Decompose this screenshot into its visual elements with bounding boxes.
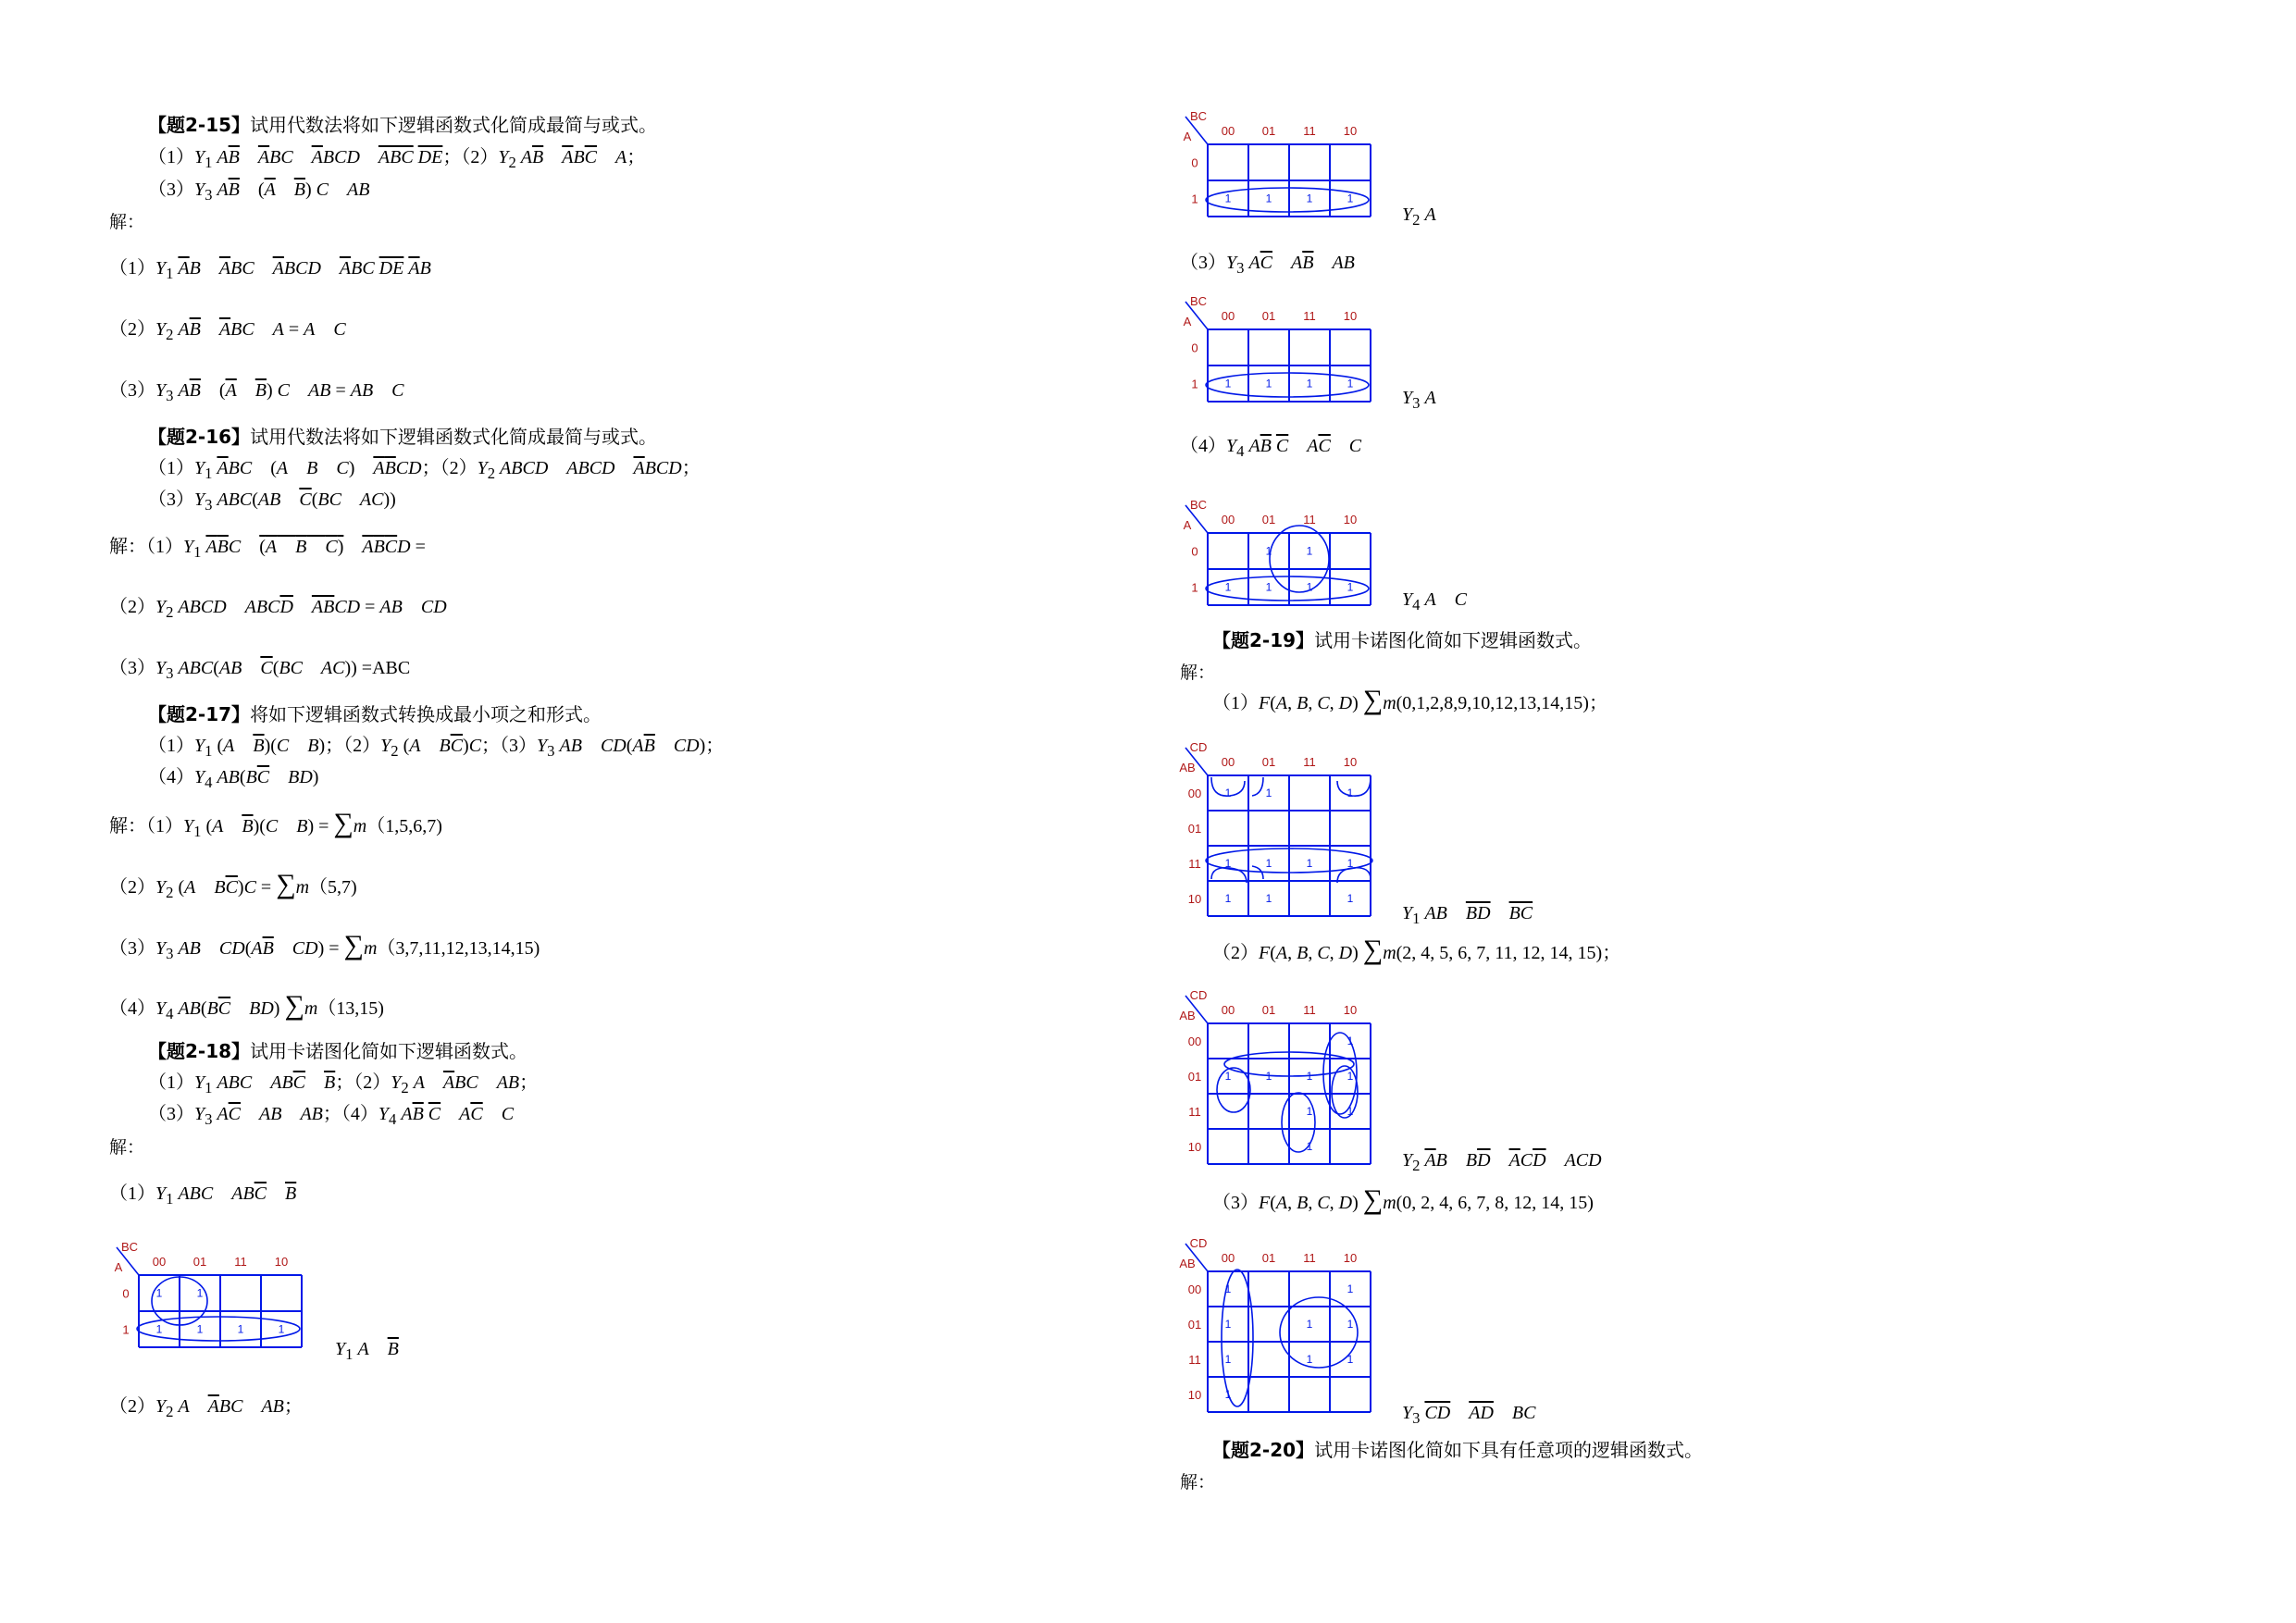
km19-1-one-3-0: 1 bbox=[1224, 892, 1232, 905]
left-line-11: 解：$(1)Y_1$ $\overline{A}\overline{B}C$ (A B C) $\overline{A}\overline{B}\overline{C}D$ = bbox=[109, 535, 426, 561]
km19-1-col-var: CD bbox=[1189, 740, 1208, 754]
km19-3-one-0-3: 1 bbox=[1347, 1282, 1354, 1295]
km19-1-one-2-3: 1 bbox=[1347, 857, 1354, 870]
km18-1-one-1-3: 1 bbox=[278, 1322, 285, 1336]
left-line-15: $(1)Y_1$ (A $\overline{B})(C$ B)；$(2)Y_2$ (A $B\overline{C})C$；$(3)Y_3$ AB $CD(A\overline{B}$ CD)； bbox=[148, 736, 725, 760]
left-line-13: $(3)Y_3$ ABC(AB $\overline{C}(BC$ AC)) =ABC bbox=[109, 658, 411, 682]
km19-1-row-var: AB bbox=[1179, 761, 1196, 774]
left-line-14: 【题2-17】将如下逻辑函数式转换成最小项之和形式。 bbox=[148, 703, 602, 725]
km18-1-col-01: 01 bbox=[192, 1255, 207, 1269]
km19-3-row-10: 10 bbox=[1187, 1388, 1202, 1402]
km19-1-one-2-2: 1 bbox=[1306, 857, 1313, 870]
km19-1-one-2-0: 1 bbox=[1224, 857, 1232, 870]
km18-2-one-1-0: 1 bbox=[1224, 192, 1232, 205]
km19-2-loop-1 bbox=[1217, 1068, 1250, 1112]
left-line-4: 解： bbox=[109, 212, 145, 232]
left-line-3: $(3)Y_3$ $A\overline{B}$ ($\overline{A}$ $\overline{B}$) C AB bbox=[148, 180, 370, 204]
km18-4-one-1-1: 1 bbox=[1265, 580, 1272, 594]
km19-3-one-2-3: 1 bbox=[1347, 1353, 1354, 1366]
left-line-5: $(1)Y_1$ $\overline{A}B$ $\overline{A}BC$ $\overline{A}BCD$ $\overline{A}BC$ $\overline{DE}$ $\overline{A}B$ bbox=[109, 258, 431, 282]
km18-1-col-10: 10 bbox=[274, 1255, 289, 1269]
km19-3-col-10: 10 bbox=[1343, 1251, 1358, 1265]
right-line-8: （1）F(A, B, C, D) ∑m(0,1,2,8,9,10,12,13,14,15)； bbox=[1212, 685, 1607, 715]
km18-2-col-10: 10 bbox=[1343, 124, 1358, 138]
km18-3-row-var: A bbox=[1183, 315, 1192, 328]
left-line-22: $(1)Y_1$ ABC $AB\overline{C}$ $\overline{B}$；$(2)Y_2$ A $\overline{A}BC$ AB； bbox=[148, 1072, 539, 1096]
km18-3-row-0: 0 bbox=[1191, 341, 1198, 355]
km18-4-col-var: BC bbox=[1189, 498, 1208, 512]
right-line-4: $(4)Y_4$ $A\overline{B}$ $\overline{C}$ $A\overline{C}$ C bbox=[1180, 436, 1362, 460]
km19-3-one-3-0: 1 bbox=[1224, 1388, 1232, 1401]
km19-2-row-00: 00 bbox=[1187, 1035, 1202, 1048]
km18-3-col-00: 00 bbox=[1221, 309, 1235, 323]
km18-3-one-1-2: 1 bbox=[1306, 377, 1313, 390]
km19-2-one-1-3: 1 bbox=[1347, 1070, 1354, 1083]
km19-3-one-1-0: 1 bbox=[1224, 1318, 1232, 1331]
km19-3-one-2-2: 1 bbox=[1306, 1353, 1313, 1366]
km18-1-one-0-0: 1 bbox=[155, 1286, 163, 1300]
km19-1-col-01: 01 bbox=[1261, 755, 1276, 769]
km19-1-one-3-1: 1 bbox=[1265, 892, 1272, 905]
km19-1-one-2-1: 1 bbox=[1265, 857, 1272, 870]
kmap-2-18-2 bbox=[1180, 109, 1411, 229]
km19-2-col-01: 01 bbox=[1261, 1003, 1276, 1017]
km19-1-wrap-arc-6 bbox=[1252, 866, 1263, 879]
km18-1-row-1: 1 bbox=[122, 1322, 130, 1337]
km19-3-row-00: 00 bbox=[1187, 1282, 1202, 1296]
km19-2-loop-4 bbox=[1332, 1066, 1358, 1118]
left-line-27: $(2)Y_2$ A $\overline{A}BC$ AB； bbox=[109, 1396, 303, 1420]
km18-2-one-1-1: 1 bbox=[1265, 192, 1272, 205]
km18-4-one-0-2: 1 bbox=[1306, 544, 1313, 558]
km19-2-one-2-2: 1 bbox=[1306, 1105, 1313, 1118]
km19-3-one-2-0: 1 bbox=[1224, 1353, 1232, 1366]
left-line-7: $(3)Y_3$ $A\overline{B}$ ($\overline{A}$ $\overline{B}$) C AB = AB C bbox=[109, 380, 404, 404]
right-line-10: （2）F(A, B, C, D) ∑m(2, 4, 5, 6, 7, 11, 12, 14, 15)； bbox=[1212, 935, 1621, 965]
km19-3-col-var: CD bbox=[1189, 1236, 1208, 1250]
km18-2-row-var: A bbox=[1183, 130, 1192, 143]
km18-4-col-11: 11 bbox=[1303, 513, 1316, 527]
km18-2-col-var: BC bbox=[1189, 109, 1208, 123]
right-line-15: 解： bbox=[1180, 1472, 1216, 1493]
km18-1-col-11: 11 bbox=[234, 1255, 247, 1269]
km18-4-one-1-3: 1 bbox=[1347, 580, 1354, 594]
km18-3-row-1: 1 bbox=[1191, 377, 1198, 391]
km19-2-col-10: 10 bbox=[1343, 1003, 1358, 1017]
km19-3-col-11: 11 bbox=[1303, 1251, 1316, 1265]
left-line-9: $(1)Y_1$ $\overline{A}BC$ (A B C) $\overline{A}\overline{B}CD$；$(2)Y_2$ ABCD ABCD $\overline{A}BCD$； bbox=[148, 458, 701, 482]
km18-4-row-1: 1 bbox=[1191, 580, 1198, 595]
left-line-24: 解： bbox=[109, 1137, 145, 1158]
km19-1-one-0-1: 1 bbox=[1265, 787, 1272, 799]
right-line-1: $Y_2$ A bbox=[1402, 204, 1436, 229]
km19-3-row-var: AB bbox=[1179, 1257, 1196, 1270]
left-line-17: 解：$(1)Y_1$ (A $\overline{B})(C$ B) = ∑m（1,5,6,7) bbox=[109, 808, 442, 840]
left-line-21: 【题2-18】试用卡诺图化简如下逻辑函数式。 bbox=[148, 1040, 528, 1062]
left-line-1: 【题2-15】试用代数法将如下逻辑函数式化简成最简与或式。 bbox=[148, 114, 658, 136]
km19-2-row-01: 01 bbox=[1187, 1070, 1202, 1084]
km18-2-row-0: 0 bbox=[1191, 155, 1198, 170]
km19-3-loop-2 bbox=[1280, 1297, 1358, 1368]
right-line-6: 【题2-19】试用卡诺图化简如下逻辑函数式。 bbox=[1212, 629, 1593, 651]
left-line-20: $(4)Y_4$ $AB(B\overline{C}$ BD) ∑m（13,15) bbox=[109, 990, 384, 1022]
left-line-19: $(3)Y_3$ AB $CD(A\overline{B}$ CD) = ∑m（3,7,11,12,13,14,15) bbox=[109, 930, 540, 962]
km18-4-row-0: 0 bbox=[1191, 544, 1198, 559]
right-line-3: $Y_3$ A bbox=[1402, 388, 1436, 412]
km18-3-one-1-1: 1 bbox=[1265, 377, 1272, 390]
kmap-2-18-1 bbox=[111, 1240, 342, 1360]
km18-4-one-0-1: 1 bbox=[1265, 544, 1272, 558]
km18-2-col-01: 01 bbox=[1261, 124, 1276, 138]
right-line-14: 【题2-20】试用卡诺图化简如下具有任意项的逻辑函数式。 bbox=[1212, 1439, 1704, 1461]
km18-1-one-0-1: 1 bbox=[196, 1286, 204, 1300]
kmap-2-19-1 bbox=[1180, 740, 1411, 921]
km19-1-wrap-arc-5 bbox=[1252, 777, 1263, 796]
km19-2-one-1-2: 1 bbox=[1306, 1070, 1313, 1083]
km19-3-col-00: 00 bbox=[1221, 1251, 1235, 1265]
km18-2-col-11: 11 bbox=[1303, 124, 1316, 138]
kmap-2-18-4 bbox=[1180, 498, 1411, 618]
km19-1-wrap-arc-3 bbox=[1337, 777, 1371, 796]
km18-4-row-var: A bbox=[1183, 518, 1192, 532]
km19-2-one-0-3: 1 bbox=[1347, 1035, 1354, 1047]
km18-4-loop-1 bbox=[1270, 526, 1329, 592]
km19-1-col-10: 10 bbox=[1343, 755, 1358, 769]
km19-1-row-00: 00 bbox=[1187, 787, 1202, 800]
km18-3-col-10: 10 bbox=[1343, 309, 1358, 323]
km19-1-one-0-3: 1 bbox=[1347, 787, 1354, 799]
kmap-2-18-3 bbox=[1180, 294, 1411, 415]
km19-1-col-00: 00 bbox=[1221, 755, 1235, 769]
km19-3-row-11: 11 bbox=[1188, 1353, 1201, 1367]
km19-3-one-1-3: 1 bbox=[1347, 1318, 1354, 1331]
right-line-12: （3）F(A, B, C, D) ∑m(0, 2, 4, 6, 7, 8, 12, 14, 15) bbox=[1212, 1184, 1594, 1215]
right-line-9: $Y_1$ AB $\overline{BD}$ $\overline{BC}$ bbox=[1402, 903, 1533, 927]
km18-1-one-1-0: 1 bbox=[155, 1322, 163, 1336]
km18-2-col-00: 00 bbox=[1221, 124, 1235, 138]
km19-1-row-01: 01 bbox=[1187, 822, 1202, 836]
km19-2-row-var: AB bbox=[1179, 1009, 1196, 1022]
km18-2-row-1: 1 bbox=[1191, 192, 1198, 206]
km18-3-one-1-0: 1 bbox=[1224, 377, 1232, 390]
right-line-13: $Y_3$ $\overline{CD}$ $\overline{AD}$ BC bbox=[1402, 1403, 1536, 1427]
km18-3-one-1-3: 1 bbox=[1347, 377, 1354, 390]
km18-1-row-var: A bbox=[114, 1260, 123, 1274]
right-line-11: $Y_2$ $\overline{A}B$ $B\overline{D}$ $\overline{A}C\overline{D}$ ACD bbox=[1402, 1150, 1602, 1174]
left-line-10: $(3)Y_3$ ABC(AB $\overline{C}(BC$ AC)) bbox=[148, 489, 396, 514]
kmap-2-19-2 bbox=[1180, 988, 1411, 1169]
km19-3-one-1-2: 1 bbox=[1306, 1318, 1313, 1331]
km19-2-row-10: 10 bbox=[1187, 1140, 1202, 1154]
km19-2-one-1-1: 1 bbox=[1265, 1070, 1272, 1083]
left-line-2: $(1)Y_1$ $A\overline{B}$ $\overline{A}BC$ $\overline{A}BCD$ $\overline{ABC}$ $\overline{DE}$；$(2)Y_2$ $A\overline{B}$ $\overline{A}B\overline{C}$ A； bbox=[148, 147, 646, 171]
left-line-8: 【题2-16】试用代数法将如下逻辑函数式化简成最简与或式。 bbox=[148, 426, 658, 448]
km18-3-col-var: BC bbox=[1189, 294, 1208, 308]
km19-2-row-11: 11 bbox=[1188, 1105, 1201, 1119]
km18-2-one-1-2: 1 bbox=[1306, 192, 1313, 205]
left-line-25: $(1)Y_1$ ABC $AB\overline{C}$ $\overline{B}$ bbox=[109, 1183, 297, 1208]
right-line-7: 解： bbox=[1180, 663, 1216, 683]
km18-1-col-00: 00 bbox=[152, 1255, 167, 1269]
left-line-12: $(2)Y_2$ ABCD $ABC\overline{D}$ $\overline{AB}CD$ = AB CD bbox=[109, 597, 447, 621]
km19-1-one-3-3: 1 bbox=[1347, 892, 1354, 905]
km18-4-col-01: 01 bbox=[1261, 513, 1276, 527]
km19-3-one-0-0: 1 bbox=[1224, 1282, 1232, 1295]
km19-2-col-00: 00 bbox=[1221, 1003, 1235, 1017]
left-line-23: $(3)Y_3$ $A\overline{C}$ AB AB；$(4)Y_4$ $A\overline{B}$ $\overline{C}$ $A\overline{C}$ C bbox=[148, 1104, 515, 1128]
km18-1-row-0: 0 bbox=[122, 1286, 130, 1301]
left-line-26: $Y_1$ A $\overline{B}$ bbox=[335, 1339, 399, 1363]
km19-1-row-11: 11 bbox=[1188, 857, 1201, 871]
km19-2-one-3-2: 1 bbox=[1306, 1140, 1313, 1153]
km18-4-one-1-0: 1 bbox=[1224, 580, 1232, 594]
km19-2-col-var: CD bbox=[1189, 988, 1208, 1002]
km19-2-loop-5 bbox=[1282, 1093, 1315, 1152]
km19-1-one-0-0: 1 bbox=[1224, 787, 1232, 799]
km19-1-row-10: 10 bbox=[1187, 892, 1202, 906]
km18-1-col-var: BC bbox=[120, 1240, 139, 1254]
km18-3-col-01: 01 bbox=[1261, 309, 1276, 323]
km18-1-one-1-1: 1 bbox=[196, 1322, 204, 1336]
left-line-16: $(4)Y_4$ $AB(B\overline{C}$ BD) bbox=[148, 767, 319, 791]
km18-2-one-1-3: 1 bbox=[1347, 192, 1354, 205]
km18-4-one-1-2: 1 bbox=[1306, 580, 1313, 594]
km19-3-col-01: 01 bbox=[1261, 1251, 1276, 1265]
km19-2-col-11: 11 bbox=[1303, 1003, 1316, 1017]
kmap-2-19-3 bbox=[1180, 1236, 1411, 1417]
left-line-18: $(2)Y_2$ (A $B\overline{C})C = \sum m(5,7)$ bbox=[109, 869, 357, 901]
left-line-6: $(2)Y_2$ $A\overline{B}$ $\overline{A}BC$ A = A C bbox=[109, 319, 346, 343]
km19-2-one-1-0: 1 bbox=[1224, 1070, 1232, 1083]
km18-4-col-10: 10 bbox=[1343, 513, 1358, 527]
km18-3-col-11: 11 bbox=[1303, 309, 1316, 323]
km19-3-row-01: 01 bbox=[1187, 1318, 1202, 1332]
km18-4-col-00: 00 bbox=[1221, 513, 1235, 527]
km19-2-one-2-3: 1 bbox=[1347, 1105, 1354, 1118]
right-line-5: $Y_4$ A C bbox=[1402, 589, 1468, 613]
right-line-2: $(3)Y_3$ $A\overline{C}$ $A\overline{B}$ AB bbox=[1180, 253, 1355, 277]
km19-1-col-11: 11 bbox=[1303, 755, 1316, 769]
km18-1-one-1-2: 1 bbox=[237, 1322, 244, 1336]
